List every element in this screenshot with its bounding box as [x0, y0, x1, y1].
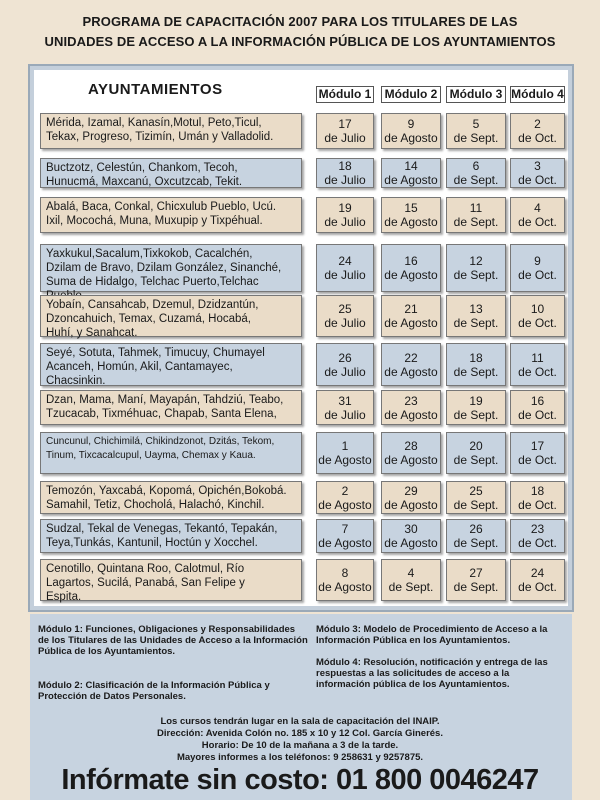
phone-line: Infórmate sin costo: 01 800 0046247	[61, 764, 539, 796]
module-4-date-cell: 16 de Oct.	[510, 390, 565, 425]
info-line-2: Dirección: Avenida Colón no. 185 x 10 y 12 Col. García Ginerés.	[157, 728, 443, 739]
module-2-date-cell: 30 de Agosto	[381, 519, 441, 553]
module-4-date-cell: 17 de Oct.	[510, 432, 565, 474]
module-3-date-cell: 6 de Sept.	[446, 158, 506, 188]
module-2-date-cell: 16 de Agosto	[381, 244, 441, 292]
module-4-header: Módulo 4	[511, 87, 564, 101]
module-2-date-cell: 21 de Agosto	[381, 295, 441, 337]
module-2-date-cell: 23 de Agosto	[381, 390, 441, 425]
module-3-date-cell: 12 de Sept.	[446, 244, 506, 292]
module-3-date-cell: 18 de Sept.	[446, 343, 506, 386]
info-line-4: Mayores informes a los teléfonos: 9 258631 y 9257875.	[176, 752, 424, 763]
module-4-date-cell: 2 de Oct.	[510, 113, 565, 149]
ayuntamientos-cell: Seyé, Sotuta, Tahmek, Timucuy, Chumayel Acanceh, Homún, Akil, Cantamayec, Chacsinkin.	[40, 343, 302, 386]
module-4-date-cell: 24 de Oct.	[510, 559, 565, 601]
module-3-date-cell: 27 de Sept.	[446, 559, 506, 601]
module-2-date-cell: 9 de Agosto	[381, 113, 441, 149]
module-3-header: Módulo 3	[446, 86, 506, 103]
module-2-date-cell: 14 de Agosto	[381, 158, 441, 188]
module-4-date-cell: 23 de Oct.	[510, 519, 565, 553]
module-3-date-cell: 25 de Sept.	[446, 481, 506, 514]
module-3-date-cell: 11 de Sept.	[446, 197, 506, 233]
module-1-date-cell: 25 de Julio	[316, 295, 374, 337]
ayuntamientos-heading: AYUNTAMIENTOS	[88, 81, 223, 98]
ayuntamientos-cell: Dzan, Mama, Maní, Mayapán, Tahdziú, Teabo, Tzucacab, Tixméhuac, Chapab, Santa Elena,	[40, 390, 302, 425]
module-1-date-cell: 18 de Julio	[316, 158, 374, 188]
ayuntamientos-cell: Mérida, Izamal, Kanasín,Motul, Peto,Ticul, Tekax, Progreso, Tizimín, Umán y Valladolid.	[40, 113, 302, 149]
module-4-date-cell: 10 de Oct.	[510, 295, 565, 337]
module-2-date-cell: 29 de Agosto	[381, 481, 441, 514]
module-2-date-cell: 15 de Agosto	[381, 197, 441, 233]
module-4-date-cell: 9 de Oct.	[510, 244, 565, 292]
info-line-1: Los cursos tendrán lugar en la sala de capacitación del INAIP.	[160, 716, 440, 727]
title-line-1: PROGRAMA DE CAPACITACIÓN 2007 PARA LOS TITULARES DE LAS	[82, 14, 518, 29]
ayuntamientos-cell: Buctzotz, Celestún, Chankom, Tecoh, Hunucmá, Maxcanú, Oxcutzcab, Tekit.	[40, 158, 302, 188]
module-3-date-cell: 5 de Sept.	[446, 113, 506, 149]
module-1-date-cell: 17 de Julio	[316, 113, 374, 149]
module-3-date-cell: 26 de Sept.	[446, 519, 506, 553]
module-1-date-cell: 19 de Julio	[316, 197, 374, 233]
ayuntamientos-cell: Temozón, Yaxcabá, Kopomá, Opichén,Bokobá. Samahil, Tetiz, Chocholá, Halachó, Kinchil.	[40, 481, 302, 514]
module-4-date-cell: 18 de Oct.	[510, 481, 565, 514]
module-2-header: Módulo 2	[381, 86, 441, 103]
module-1-date-cell: 31 de Julio	[316, 390, 374, 425]
module-1-description: Módulo 1: Funciones, Obligaciones y Responsabilidades de los Titulares de las Unidades de Acceso a la Información Pública de los Ayuntamientos.	[38, 624, 308, 657]
module-2-date-cell: 28 de Agosto	[381, 432, 441, 474]
ayuntamientos-cell: Sudzal, Tekal de Venegas, Tekantó, Tepakán, Teya,Tunkás, Kantunil, Hoctún y Xocchel.	[40, 519, 302, 553]
title-line-2: UNIDADES DE ACCESO A LA INFORMACIÓN PÚBLICA DE LOS AYUNTAMIENTOS	[44, 34, 556, 49]
ayuntamientos-cell: Cenotillo, Quintana Roo, Calotmul, Río Lagartos, Sucilá, Panabá, San Felipe y Espita.	[40, 559, 302, 601]
module-3-date-cell: 20 de Sept.	[446, 432, 506, 474]
module-3-date-cell: 13 de Sept.	[446, 295, 506, 337]
module-1-header: Módulo 1	[316, 86, 374, 103]
module-1-date-cell: 7 de Agosto	[316, 519, 374, 553]
module-2-date-cell: 4 de Sept.	[381, 559, 441, 601]
page-title	[0, 12, 600, 52]
ayuntamientos-cell: Yaxkukul,Sacalum,Tixkokob, Cacalchén, Dzilam de Bravo, Dzilam González, Sinanché, Suma de Hidalgo, Telchac Puerto,Telchac	[40, 244, 302, 292]
ayuntamientos-cell: Yobaín, Cansahcab, Dzemul, Dzidzantún, Dzoncahuich, Temax, Cuzamá, Hocabá, Huhí, y Sanahcat.	[40, 295, 302, 337]
module-2-description: Módulo 2: Clasificación de la Información Pública y Protección de Datos Personales.	[38, 680, 270, 702]
module-4-date-cell: 11 de Oct.	[510, 343, 565, 386]
module-1-date-cell: 26 de Julio	[316, 343, 374, 386]
module-4-date-cell: 3 de Oct.	[510, 158, 565, 188]
module-3-date-cell: 19 de Sept.	[446, 390, 506, 425]
module-2-date-cell: 22 de Agosto	[381, 343, 441, 386]
ayuntamientos-cell: Cuncunul, Chichimilá, Chikindzonot, Dzitás, Tekom, Tinum, Tixcacalcupul, Uayma, Chemax y Kaua.	[40, 432, 302, 474]
info-line-3: Horario: De 10 de la mañana a 3 de la tarde.	[201, 740, 399, 751]
ayuntamientos-cell: Abalá, Baca, Conkal, Chicxulub Pueblo, Ucú. Ixil, Mocochá, Muna, Muxupip y Tixpéhual.	[40, 197, 302, 233]
module-4-description: Módulo 4: Resolución, notificación y entrega de las respuestas a las solicitudes de acceso a la información pública de los Ayuntamientos.	[316, 657, 548, 690]
module-1-date-cell: 8 de Agosto	[316, 559, 374, 601]
module-1-date-cell: 1 de Agosto	[316, 432, 374, 474]
module-1-date-cell: 24 de Julio	[316, 244, 374, 292]
module-3-description: Módulo 3: Modelo de Procedimiento de Acceso a la Información Pública en los Ayuntamientos.	[316, 624, 548, 646]
module-1-date-cell: 2 de Agosto	[316, 481, 374, 514]
module-4-date-cell: 4 de Oct.	[510, 197, 565, 233]
